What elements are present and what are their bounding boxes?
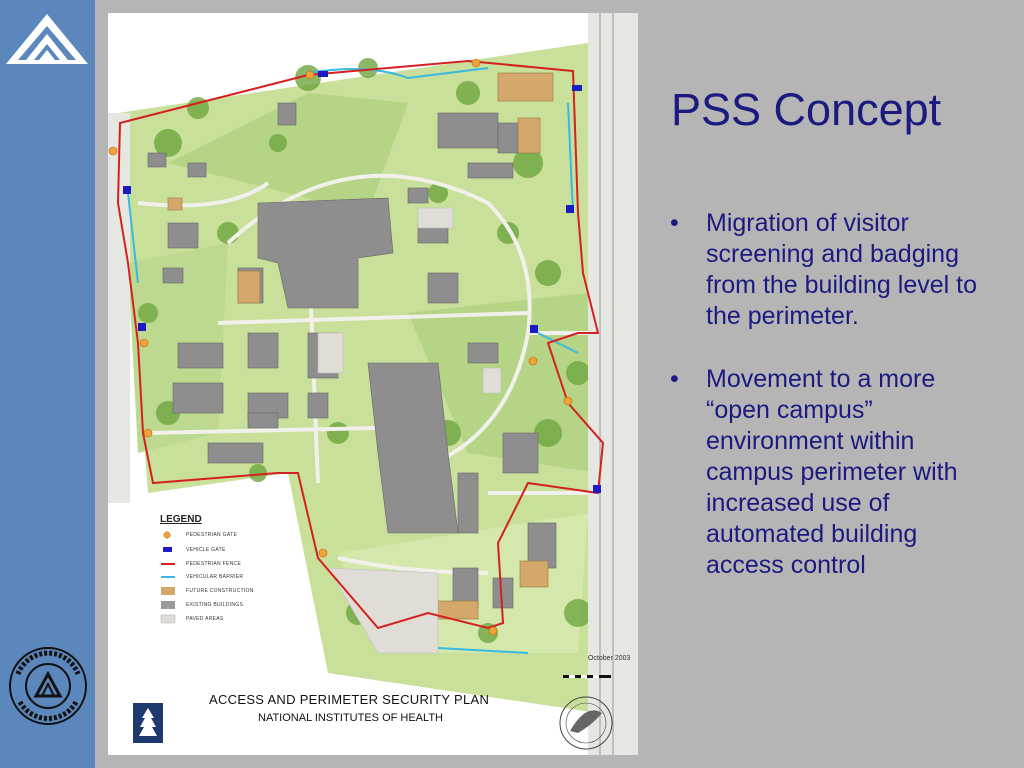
legend-title: LEGEND	[160, 514, 202, 525]
legend-item-existing-buildings: EXISTING BUILDINGS	[186, 602, 244, 608]
bullet-text: Migration of visitor screening and badging from the building level to the perimeter.	[706, 209, 977, 330]
vehicle-gate-icon	[163, 547, 172, 552]
plan-subtitle: NATIONAL INSTITUTES OF HEALTH	[258, 712, 443, 724]
scale-bar-icon	[563, 675, 611, 678]
bullet-icon: •	[670, 365, 679, 393]
legend-item-paved-areas: PAVED AREAS	[186, 616, 224, 622]
campus-map	[108, 13, 638, 755]
lsy-logo-icon	[133, 703, 163, 743]
bullet-item	[668, 208, 998, 332]
future-swatch-icon	[161, 587, 175, 595]
legend-item-vehicle-gate: VEHICLE GATE	[186, 547, 226, 553]
nih-triangle-logo-icon	[4, 10, 90, 68]
legend-item-pedestrian-fence: PEDESTRIAN FENCE	[186, 561, 242, 567]
existing-swatch-icon	[161, 601, 175, 609]
legend-item-future-construction: FUTURE CONSTRUCTION	[186, 588, 254, 594]
bullet-list	[668, 208, 998, 613]
bullet-icon: •	[670, 209, 679, 237]
legend-item-vehicular-barrier: VEHICULAR BARRIER	[186, 574, 244, 580]
nih-seal-icon	[6, 644, 90, 728]
paved-swatch-icon	[161, 615, 175, 623]
legend-item-pedestrian-gate: PEDESTRIAN GATE	[186, 532, 238, 538]
bullet-item	[668, 364, 998, 581]
map-date: October 2003	[588, 655, 631, 662]
slide-title: PSS Concept	[671, 84, 942, 135]
campus-map-panel	[108, 13, 638, 755]
pedestrian-gate-icon	[164, 532, 170, 538]
plan-title: ACCESS AND PERIMETER SECURITY PLAN	[209, 692, 490, 707]
bullet-text: Movement to a more “open campus” environment within campus perimeter with increased use of automated building access control	[706, 365, 958, 579]
